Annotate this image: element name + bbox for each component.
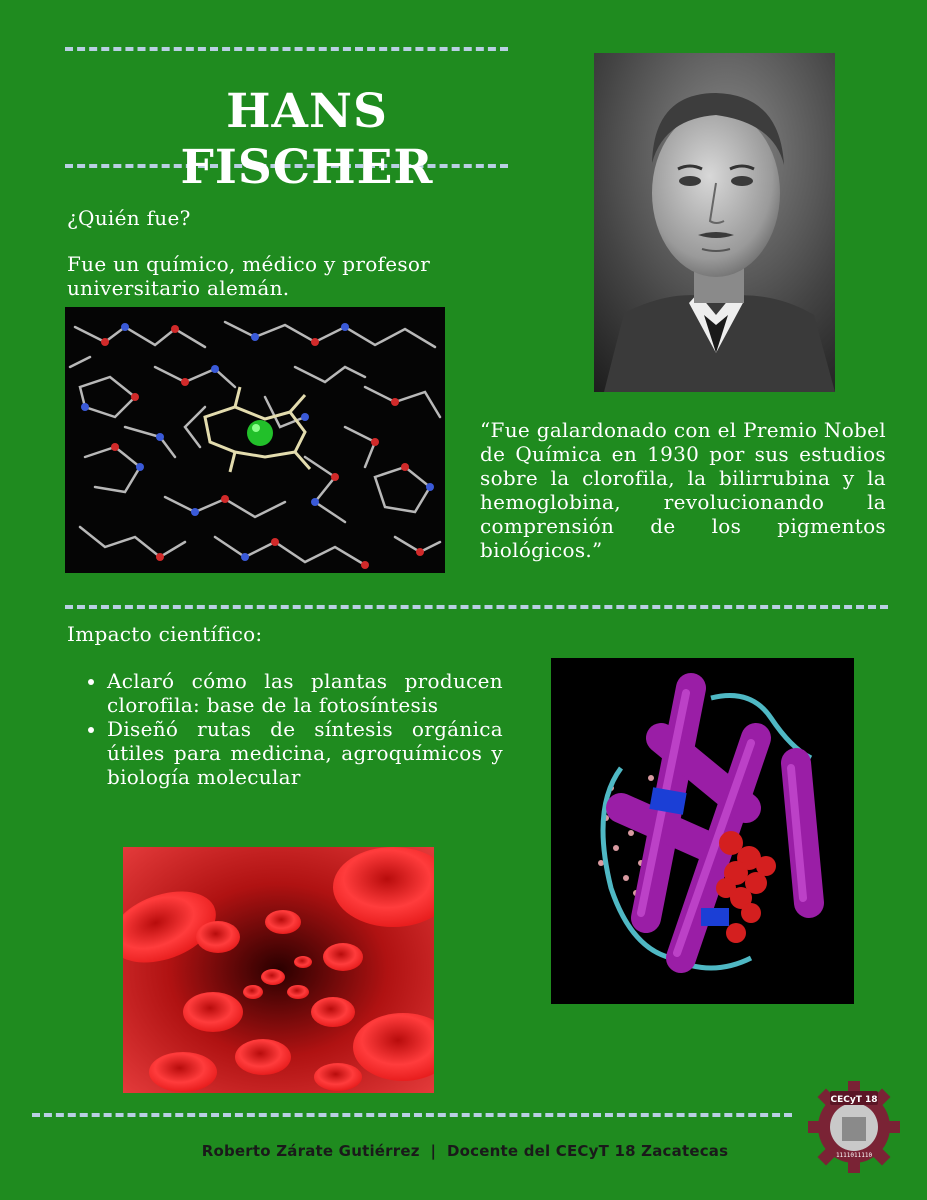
footer-credit: Roberto Zárate Gutiérrez | Docente del CECyT 18 Zacatecas [201, 1142, 729, 1160]
heme-molecule-image [65, 307, 445, 573]
logo-label: CECyT 18 [830, 1095, 878, 1105]
title-top-divider [65, 47, 508, 51]
intro-description: Fue un químico, médico y profesor universitario alemán. [67, 252, 431, 300]
portrait-photo [594, 53, 835, 392]
nobel-quote: “Fue galardonado con el Premio Nobel de Química en 1930 por sus estudios sobre la clorofila, la bilirrubina y la hemoglobina, revolucionando la comprensión de los pigmentos biológicos.” [480, 418, 886, 562]
impact-heading: Impacto científico: [67, 622, 263, 646]
intro-heading: ¿Quién fue? [67, 206, 191, 230]
impact-list [80, 669, 503, 789]
page-title: HANS FISCHER [180, 84, 434, 195]
list-item: • Aclaró cómo las plantas producen clorofila: base de la fotosíntesis [107, 669, 503, 717]
cecyt-gear-logo [806, 1077, 902, 1173]
list-item: • Diseñó rutas de síntesis orgánica útiles para medicina, agroquímicos y biología molecular [107, 717, 503, 789]
hemoglobin-protein-image [551, 658, 854, 1004]
footer-divider [32, 1113, 792, 1117]
red-blood-cells-image [123, 847, 434, 1093]
logo-code: 1111011110 [835, 1152, 873, 1159]
section-divider [65, 605, 888, 609]
